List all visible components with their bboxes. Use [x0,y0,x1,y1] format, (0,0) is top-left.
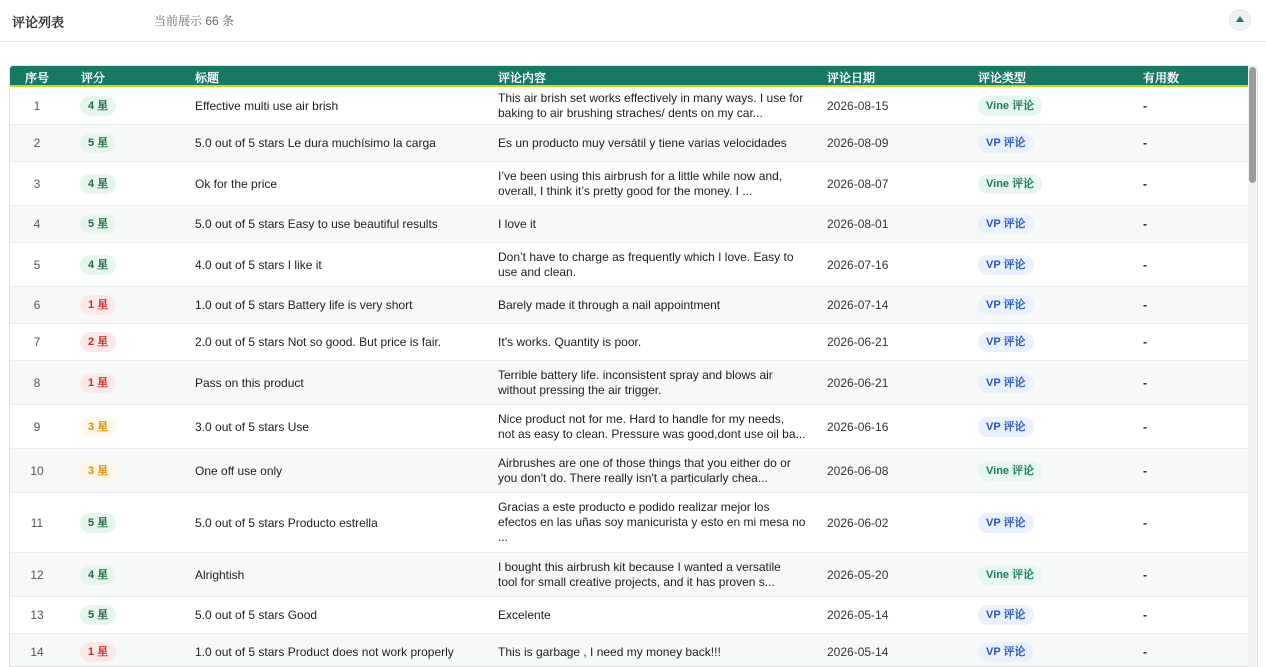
useful-count: - [1143,335,1147,349]
row-number: 9 [33,419,41,434]
review-content[interactable] [498,597,816,633]
rating-badge: 3 星 [80,417,116,437]
useful-count: - [1143,463,1147,478]
review-content-line: tool for small creative projects, and it has proven s... [498,574,775,589]
rating-badge: 1 星 [80,295,116,315]
review-date: 2026-08-15 [827,98,889,113]
review-type-badge: VP 评论 [978,295,1034,315]
review-type-badge: VP 评论 [978,642,1034,662]
rating-cell [80,287,140,323]
review-type-cell [978,449,1088,492]
review-title[interactable]: 2.0 out of 5 stars Not so good. But price is fair. [195,335,442,349]
review-content[interactable] [498,449,816,492]
rating-cell [80,553,140,596]
column-header-no[interactable]: 序号 [25,71,50,85]
column-header-type[interactable]: 评论类型 [978,71,1027,85]
review-title[interactable]: Ok for the price [195,176,278,191]
review-type-cell [978,87,1088,124]
vertical-scrollbar[interactable] [1248,65,1257,667]
rating-badge: 5 星 [80,133,116,153]
review-type-cell [978,634,1088,667]
review-content[interactable] [498,493,816,552]
rating-cell [80,493,140,552]
rating-cell [80,162,140,205]
review-content-line: Gracias a este producto e podido realizar mejor los [498,500,770,514]
rating-badge: 4 星 [80,255,116,275]
rating-badge: 5 星 [80,214,116,234]
review-type-badge: VP 评论 [978,133,1034,153]
review-type-badge: VP 评论 [978,214,1034,234]
review-content[interactable] [498,206,816,242]
rating-cell [80,87,140,124]
review-type-badge: Vine 评论 [978,96,1042,116]
useful-count: - [1143,645,1147,659]
review-type-cell [978,162,1088,205]
review-content-line: It’s works. Quantity is poor. [498,334,642,349]
useful-count: - [1143,176,1147,191]
review-content-line: Nice product not for me. Hard to handle for my needs, [498,411,785,426]
table-row[interactable] [10,634,1250,667]
review-date: 2026-05-14 [827,608,889,622]
table-row[interactable] [10,125,1250,162]
review-content[interactable] [498,634,816,667]
useful-count: - [1143,217,1147,231]
row-number: 14 [30,645,44,659]
review-type-badge: Vine 评论 [978,174,1042,194]
review-title[interactable]: 1.0 out of 5 stars Battery life is very short [195,298,413,312]
row-number: 1 [33,98,41,113]
rating-cell [80,449,140,492]
review-type-badge: VP 评论 [978,605,1034,625]
rating-cell [80,634,140,667]
rating-badge: 1 星 [80,373,116,393]
review-title[interactable]: 3.0 out of 5 stars Use [195,419,310,434]
rating-cell [80,125,140,161]
review-title[interactable]: 1.0 out of 5 stars Product does not work properly [195,645,454,659]
rating-cell [80,324,140,360]
review-type-badge: VP 评论 [978,332,1034,352]
rating-badge: 1 星 [80,642,116,662]
review-type-badge: VP 评论 [978,255,1034,275]
rating-badge: 4 星 [80,565,116,585]
rating-cell [80,206,140,242]
table-row[interactable] [10,449,1250,493]
row-number: 7 [33,335,41,349]
review-type-cell [978,324,1088,360]
review-title[interactable]: Effective multi use air brish [195,98,339,113]
rating-badge: 4 星 [80,96,116,116]
review-content[interactable] [498,553,816,596]
column-header-rating[interactable]: 评分 [81,71,106,85]
table-row[interactable] [10,361,1250,405]
review-type-cell [978,361,1088,404]
review-type-cell [978,493,1088,552]
review-type-badge: VP 评论 [978,417,1034,437]
review-content-line: Es un producto muy versátil y tiene varias velocidades [498,135,787,150]
rating-cell [80,597,140,633]
review-table [9,65,1258,667]
review-content[interactable] [498,87,816,124]
review-content-line: This air brish set works effectively in many ways. I use for [498,90,804,105]
table-row[interactable] [10,162,1250,206]
review-date: 2026-06-02 [827,515,889,530]
scrollbar-thumb[interactable] [1249,67,1256,183]
review-title[interactable]: 5.0 out of 5 stars Producto estrella [195,515,378,530]
review-content[interactable] [498,162,816,205]
review-type-badge: Vine 评论 [978,461,1042,481]
review-content[interactable] [498,361,816,404]
useful-count: - [1143,375,1147,390]
review-content-line: This is garbage , I need my money back!!! [498,644,721,659]
review-title[interactable]: One off use only [195,463,283,478]
rating-cell [80,361,140,404]
column-header-useful[interactable]: 有用数 [1143,71,1180,85]
review-content-line: Don’t have to charge as frequently which I love. Easy to [498,249,794,264]
row-number: 5 [33,257,41,272]
table-row[interactable] [10,493,1250,553]
rating-badge: 3 星 [80,461,116,481]
review-content-line: Airbrushes are one of those things that you either do or [498,455,791,470]
review-type-badge: Vine 评论 [978,565,1042,585]
review-date: 2026-06-08 [827,463,889,478]
review-type-cell [978,597,1088,633]
collapse-button[interactable] [1229,9,1251,31]
table-header [10,66,1258,87]
record-count: 当前展示 66 条 [154,14,235,28]
review-title[interactable]: 5.0 out of 5 stars Good [195,608,318,622]
review-content-line: ... [498,530,509,544]
review-content[interactable] [498,405,816,448]
review-content-line: I love it [498,216,537,231]
review-content-line: Terrible battery life. inconsistent spray and blows air [498,367,773,382]
row-number: 3 [33,176,41,191]
table-row[interactable] [10,287,1250,324]
review-content-line: use and clean. [498,264,577,279]
review-type-cell [978,287,1088,323]
useful-count: - [1143,419,1147,434]
chevron-up-icon [1236,16,1244,22]
table-row[interactable] [10,405,1250,449]
review-title[interactable]: 5.0 out of 5 stars Le dura muchísimo la carga [195,136,436,150]
review-date: 2026-05-20 [827,567,889,582]
review-content-line: overall, I think it’s pretty good for the money. I ... [498,183,753,198]
review-content[interactable] [498,125,816,161]
review-type-cell [978,553,1088,596]
column-header-date[interactable]: 评论日期 [827,71,876,85]
useful-count: - [1143,298,1147,312]
review-content-line: Excelente [498,607,551,622]
review-title[interactable]: 5.0 out of 5 stars Easy to use beautiful results [195,217,438,231]
rating-badge: 4 星 [80,174,116,194]
review-content-line: I bought this airbrush kit because I wanted a versatile [498,559,781,574]
review-date: 2026-06-21 [827,335,889,349]
review-title[interactable]: Alrightish [195,567,245,582]
rating-badge: 2 星 [80,332,116,352]
column-header-title[interactable]: 标题 [195,71,220,85]
row-number: 13 [30,608,44,622]
review-title[interactable]: Pass on this product [195,375,304,390]
review-type-cell [978,405,1088,448]
review-title[interactable]: 4.0 out of 5 stars I like it [195,257,322,272]
useful-count: - [1143,515,1147,530]
table-row[interactable] [10,243,1250,287]
review-content-line: baking to air brushing straches/ dents on my car... [498,105,763,120]
table-row[interactable] [10,324,1250,361]
row-number: 4 [33,217,41,231]
review-content-line: you don't do. There really isn't a particularly chea... [498,470,768,485]
review-content-line: I’ve been using this airbrush for a little while now and, [498,168,783,183]
row-number: 2 [33,136,41,150]
table-row[interactable] [10,87,1250,125]
review-type-cell [978,243,1088,286]
useful-count: - [1143,608,1147,622]
review-date: 2026-08-07 [827,176,889,191]
review-type-badge: VP 评论 [978,513,1034,533]
review-date: 2026-06-21 [827,375,889,390]
review-content-line: not as easy to clean. Pressure was good,dont use oil ba... [498,426,806,441]
review-type-badge: VP 评论 [978,373,1034,393]
review-date: 2026-05-14 [827,645,889,659]
review-content-line: Barely made it through a nail appointment [498,297,721,312]
useful-count: - [1143,567,1147,582]
review-content-line: efectos en las uñas soy manicurista y esto en mi mesa no [498,515,806,529]
useful-count: - [1143,136,1147,150]
table-row[interactable] [10,553,1250,597]
rating-cell [80,405,140,448]
review-content-line: without pressing the air trigger. [498,382,662,397]
table-row[interactable] [10,597,1250,634]
review-date: 2026-08-09 [827,136,889,150]
row-number: 12 [30,567,44,582]
review-date: 2026-07-16 [827,257,889,272]
review-type-cell [978,206,1088,242]
rating-cell [80,243,140,286]
table-body [10,87,1250,667]
review-content[interactable] [498,287,816,323]
top-bar [0,0,1266,42]
review-content[interactable] [498,324,816,360]
row-number: 11 [30,515,44,530]
rating-badge: 5 星 [80,605,116,625]
useful-count: - [1143,98,1147,113]
useful-count: - [1143,257,1147,272]
row-number: 10 [30,463,44,478]
review-date: 2026-08-01 [827,217,889,231]
row-number: 8 [33,375,41,390]
rating-badge: 5 星 [80,513,116,533]
review-type-cell [978,125,1088,161]
page-title: 评论列表 [12,15,65,30]
review-content[interactable] [498,243,816,286]
table-row[interactable] [10,206,1250,243]
review-date: 2026-07-14 [827,298,889,312]
column-header-content[interactable]: 评论内容 [498,71,547,85]
row-number: 6 [33,298,41,312]
review-date: 2026-06-16 [827,419,889,434]
